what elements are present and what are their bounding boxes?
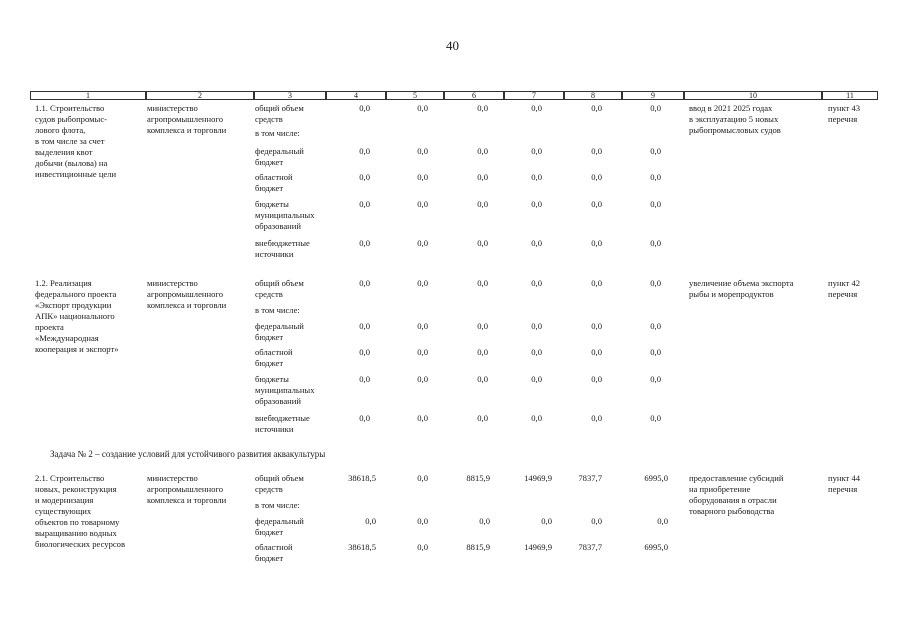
value-cell: 0,0 <box>591 199 602 209</box>
expected-result: предоставление субсидий на приобретение оборудования в отрасли товарного рыбоводства <box>689 473 784 516</box>
value-cell: 0,0 <box>417 347 428 357</box>
value-cell: 0,0 <box>591 413 602 423</box>
value-cell: 8815,9 <box>466 542 490 552</box>
funding-source: внебюджетные источники <box>255 238 310 259</box>
value-cell: 0,0 <box>417 516 428 526</box>
value-cell: 0,0 <box>531 199 542 209</box>
value-cell: 0,0 <box>477 103 488 113</box>
value-cell: 0,0 <box>477 413 488 423</box>
value-cell: 38618,5 <box>348 542 376 552</box>
funding-source: в том числе: <box>255 500 300 510</box>
funding-source: областной бюджет <box>255 172 293 193</box>
value-cell: 0,0 <box>477 199 488 209</box>
value-cell: 0,0 <box>591 516 602 526</box>
funding-source: бюджеты муниципальных образований <box>255 374 315 406</box>
value-cell: 0,0 <box>591 278 602 288</box>
value-cell: 0,0 <box>591 347 602 357</box>
executor: министерство агропромышленного комплекса и торговли <box>147 103 227 135</box>
value-cell: 0,0 <box>477 321 488 331</box>
reference: пункт 43 перечня <box>828 103 861 124</box>
value-cell: 0,0 <box>477 374 488 384</box>
value-cell: 0,0 <box>591 238 602 248</box>
column-header: 7 <box>504 91 564 100</box>
value-cell: 0,0 <box>531 374 542 384</box>
value-cell: 0,0 <box>359 199 370 209</box>
value-cell: 0,0 <box>417 278 428 288</box>
value-cell: 0,0 <box>657 516 668 526</box>
activity-name: 1.1. Строительство судов рыбопромыс- лового флота, в том числе за счет выделения квот добычи (вылова) на инвестиционные цели <box>35 103 117 179</box>
value-cell: 0,0 <box>417 374 428 384</box>
activity-name: 2.1. Строительство новых, реконструкция и модернизация существующих объектов по товарному выращиванию водных биологических ресурсов <box>35 473 126 549</box>
value-cell: 0,0 <box>359 278 370 288</box>
expected-result: ввод в 2021 2025 годах в эксплуатацию 5 новых рыбопромысловых судов <box>689 103 781 135</box>
value-cell: 0,0 <box>477 347 488 357</box>
value-cell: 0,0 <box>359 347 370 357</box>
reference: пункт 44 перечня <box>828 473 861 494</box>
value-cell: 0,0 <box>417 103 428 113</box>
column-header: 6 <box>444 91 504 100</box>
value-cell: 0,0 <box>650 278 661 288</box>
value-cell: 0,0 <box>591 374 602 384</box>
value-cell: 0,0 <box>477 172 488 182</box>
value-cell: 0,0 <box>479 516 490 526</box>
value-cell: 0,0 <box>650 321 661 331</box>
executor: министерство агропромышленного комплекса и торговли <box>147 278 227 310</box>
column-header: 11 <box>822 91 878 100</box>
value-cell: 7837,7 <box>578 473 602 483</box>
value-cell: 0,0 <box>417 542 428 552</box>
column-header: 4 <box>326 91 386 100</box>
reference: пункт 42 перечня <box>828 278 861 299</box>
value-cell: 0,0 <box>541 516 552 526</box>
task-title: Задача № 2 – создание условий для устойчивого развития аквакультуры <box>50 449 326 459</box>
value-cell: 0,0 <box>417 146 428 156</box>
value-cell: 0,0 <box>650 172 661 182</box>
activity-name: 1.2. Реализация федерального проекта «Экспорт продукции АПК» национального проекта «Международная кооперация и экспорт» <box>35 278 119 354</box>
column-header: 10 <box>684 91 822 100</box>
value-cell: 0,0 <box>477 238 488 248</box>
value-cell: 0,0 <box>531 103 542 113</box>
funding-source: в том числе: <box>255 305 300 315</box>
value-cell: 6995,0 <box>644 542 668 552</box>
funding-source: бюджеты муниципальных образований <box>255 199 315 231</box>
value-cell: 0,0 <box>591 146 602 156</box>
column-header: 9 <box>622 91 684 100</box>
value-cell: 0,0 <box>650 199 661 209</box>
column-header: 1 <box>30 91 146 100</box>
funding-source: общий объем средств <box>255 473 304 494</box>
value-cell: 7837,7 <box>578 542 602 552</box>
funding-source: в том числе: <box>255 128 300 138</box>
value-cell: 0,0 <box>591 172 602 182</box>
value-cell: 0,0 <box>417 172 428 182</box>
funding-source: федеральный бюджет <box>255 321 304 342</box>
column-header: 8 <box>564 91 622 100</box>
value-cell: 0,0 <box>531 146 542 156</box>
value-cell: 0,0 <box>531 238 542 248</box>
page-number: 40 <box>446 38 459 53</box>
value-cell: 8815,9 <box>466 473 490 483</box>
value-cell: 0,0 <box>591 321 602 331</box>
value-cell: 0,0 <box>591 103 602 113</box>
funding-source: внебюджетные источники <box>255 413 310 434</box>
column-header: 3 <box>254 91 326 100</box>
value-cell: 0,0 <box>359 321 370 331</box>
value-cell: 0,0 <box>531 321 542 331</box>
column-header: 5 <box>386 91 444 100</box>
value-cell: 0,0 <box>477 278 488 288</box>
header-underline <box>30 99 878 100</box>
funding-source: общий объем средств <box>255 278 304 299</box>
value-cell: 0,0 <box>650 374 661 384</box>
value-cell: 0,0 <box>650 103 661 113</box>
value-cell: 0,0 <box>531 278 542 288</box>
value-cell: 0,0 <box>650 347 661 357</box>
value-cell: 0,0 <box>417 238 428 248</box>
funding-source: областной бюджет <box>255 542 293 563</box>
value-cell: 14969,9 <box>524 542 552 552</box>
value-cell: 0,0 <box>417 199 428 209</box>
value-cell: 0,0 <box>359 374 370 384</box>
funding-source: областной бюджет <box>255 347 293 368</box>
column-header: 2 <box>146 91 254 100</box>
value-cell: 0,0 <box>365 516 376 526</box>
value-cell: 0,0 <box>359 413 370 423</box>
expected-result: увеличение объема экспорта рыбы и морепродуктов <box>689 278 794 299</box>
funding-source: федеральный бюджет <box>255 516 304 537</box>
executor: министерство агропромышленного комплекса и торговли <box>147 473 227 505</box>
value-cell: 6995,0 <box>644 473 668 483</box>
value-cell: 14969,9 <box>524 473 552 483</box>
value-cell: 0,0 <box>650 146 661 156</box>
value-cell: 0,0 <box>359 103 370 113</box>
value-cell: 0,0 <box>531 413 542 423</box>
value-cell: 0,0 <box>650 238 661 248</box>
value-cell: 0,0 <box>417 413 428 423</box>
value-cell: 0,0 <box>650 413 661 423</box>
value-cell: 0,0 <box>531 347 542 357</box>
value-cell: 0,0 <box>359 146 370 156</box>
value-cell: 0,0 <box>417 321 428 331</box>
value-cell: 38618,5 <box>348 473 376 483</box>
value-cell: 0,0 <box>531 172 542 182</box>
value-cell: 0,0 <box>417 473 428 483</box>
funding-source: федеральный бюджет <box>255 146 304 167</box>
value-cell: 0,0 <box>359 172 370 182</box>
funding-source: общий объем средств <box>255 103 304 124</box>
value-cell: 0,0 <box>477 146 488 156</box>
value-cell: 0,0 <box>359 238 370 248</box>
